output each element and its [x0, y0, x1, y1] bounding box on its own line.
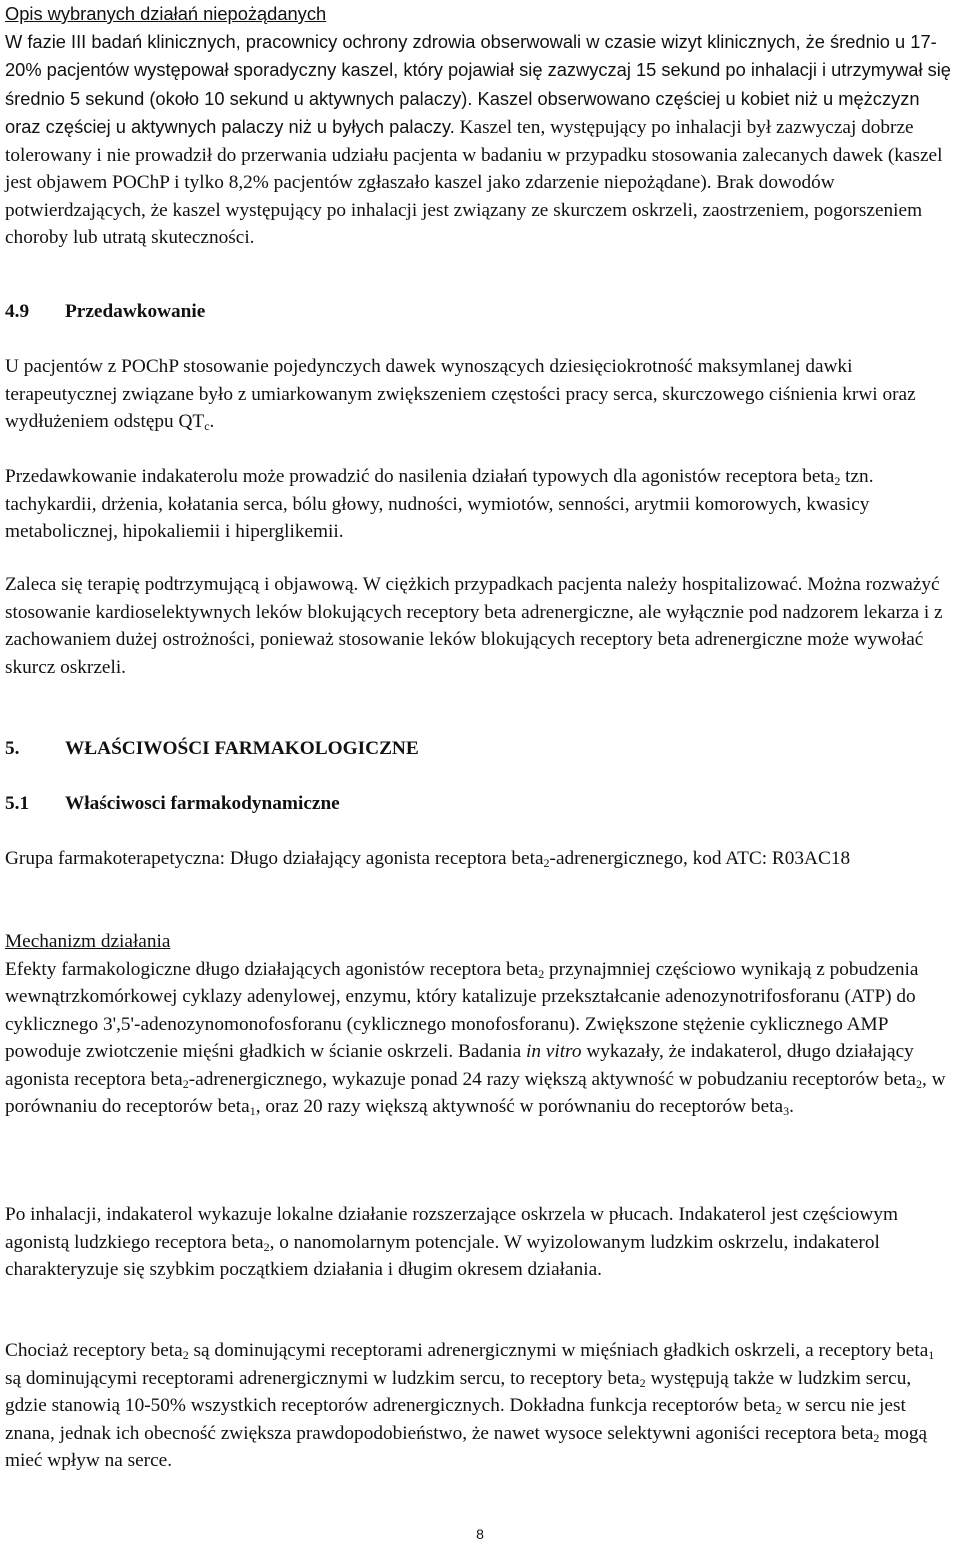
text-run: tzn. tachykardii, drżenia, kołatania serca, bólu głowy, nudności, wymiotów, senności, arytmii komorowych, kwasicy metabolicznej, hipokaliemii i hiperglikemii. — [5, 466, 874, 542]
overdose-paragraph-2 — [5, 463, 955, 546]
section-title-adverse-effects: Opis wybranych działań niepożądanych — [5, 3, 327, 24]
text-run: . — [789, 1096, 794, 1117]
text-run: -adrenergicznego, wykazuje ponad 24 razy większą aktywność w pobudzaniu receptorów beta — [188, 1068, 916, 1090]
inhalation-paragraph — [5, 1201, 955, 1284]
text-run: przynajmniej częściowo wynikają z pobudzenia wewnątrzkomórkowej cyklazy adenylowej, enzymu, który katalizuje przekształcanie adenozynotrifosforanu (ATP) do cyklicznego 3',5'-adenozynomonofosforanu (cyklicznego monofosforanu). Zwiększone stężenie cyklicznego AMP powoduje zwiotczenie mięśni gładkich w ścianie oskrzeli. Badania — [5, 958, 919, 1062]
section-title: Przedawkowanie — [65, 301, 206, 322]
section-title: Właściwosci farmakodynamiczne — [65, 793, 340, 814]
text-run: Efekty farmakologiczne długo działających agonistów receptora beta — [5, 958, 539, 980]
text-run: Po inhalacji, indakaterol wykazuje lokalne działanie rozszerzające oskrzela w płucach. Indakaterol jest częściowym agonistą ludzkiego receptora beta — [5, 1204, 898, 1253]
text-run: są dominującymi receptorami adrenergicznymi w mięśniach gładkich oskrzeli, a receptory beta — [188, 1340, 929, 1361]
subscript: 2 — [182, 1076, 189, 1091]
subscript: 3 — [783, 1104, 790, 1118]
text-run: w sercu nie jest znana, jednak ich obecność zwiększa prawdopodobieństwo, że nawet wysoce selektywni agoniści receptora beta — [5, 1395, 906, 1444]
text-run: występują także w ludzkim sercu, gdzie stanowią 10-50% wszystkich receptorów adrenergicznych. Dokładna funkcja receptorów beta — [5, 1367, 912, 1416]
text-run: Przedawkowanie indakaterolu może prowadzić do nasilenia działań typowych dla agonistów receptora beta — [5, 466, 835, 487]
section-heading-5 — [5, 735, 955, 763]
text-run: Chociaż receptory beta — [5, 1340, 183, 1361]
subscript: 2 — [639, 1375, 646, 1390]
mechanism-paragraph — [5, 956, 955, 1121]
section-number: 5.1 — [5, 793, 30, 814]
subscript: 2 — [873, 1430, 880, 1445]
subscript: 2 — [915, 1076, 922, 1091]
adverse-effects-section — [5, 0, 955, 252]
text-run: mogą mieć wpływ na serce. — [5, 1422, 928, 1471]
adverse-effects-text-sans: W fazie III badań klinicznych, pracownicy ochrony zdrowia obserwowali w czasie wizyt klinicznych, że średnio u 17-20% pacjentów występował sporadyczny kaszel, który pojawiał się zazwyczaj 15 sekund po inhalacji i utrzymywał się średnio 5 sekund (około 10 sekund u aktywnych palaczy). Kaszel obserwowano częściej u kobiet niż u mężczyzn oraz częściej u aktywnych palaczy niż u byłych palaczy. — [5, 30, 951, 137]
subscript: 1 — [928, 1348, 935, 1362]
subscript: 2 — [182, 1348, 189, 1362]
overdose-paragraph-3: Zaleca się terapię podtrzymującą i objawową. W ciężkich przypadkach pacjenta należy hospitalizować. Można rozważyć stosowanie kardioselektywnych leków blokujących receptory beta adrenergiczne, ale wyłącznie pod nadzorem lekarza i z zachowaniem dużej ostrożności, ponieważ stosowanie leków blokujących receptory beta adrenergiczne może wywołać skurcz oskrzeli. — [5, 574, 943, 678]
text-run: , w porównaniu do receptorów beta — [5, 1068, 946, 1117]
mechanism-title: Mechanizm działania — [5, 931, 171, 952]
section-heading-5-1 — [5, 790, 955, 818]
subscript: 2 — [543, 856, 550, 870]
section-number: 4.9 — [5, 301, 30, 322]
subscript: 2 — [263, 1239, 270, 1254]
section-title: WŁAŚCIWOŚCI FARMAKOLOGICZNE — [65, 738, 419, 759]
page-number: 8 — [476, 1526, 484, 1542]
section-number: 5. — [5, 738, 20, 759]
text-run: wykazały, że indakaterol, długo działający agonista receptora beta — [5, 1041, 914, 1090]
subscript: 1 — [249, 1104, 256, 1118]
mechanism-section — [5, 928, 955, 1121]
text-run: , oraz 20 razy większą aktywność w porównaniu do receptorów beta — [255, 1096, 784, 1117]
overdose-paragraph-1 — [5, 353, 955, 436]
text-run: -adrenergicznego, kod ATC: R03AC18 — [549, 848, 851, 869]
subscript: 2 — [834, 474, 841, 488]
subscript: 2 — [775, 1403, 782, 1417]
italic-text: in vitro — [525, 1041, 582, 1062]
pharmacotherapeutic-group — [5, 845, 955, 873]
subscript: 2 — [538, 966, 545, 981]
adverse-effects-paragraph — [5, 28, 955, 252]
text-run: U pacjentów z POChP stosowanie pojedynczych dawek wynoszących dziesięciokrotność maksymlanej dawki terapeutycznej związane było z umiarkowanym zwiększeniem częstości pracy serca, skurczowego ciśnienia krwi oraz wydłużeniem odstępu QT — [5, 356, 916, 432]
adverse-effects-text-serif: Kaszel ten, występujący po inhalacji był zazwyczaj dobrze tolerowany i nie prowadził do przerwania udziału pacjenta w badaniu w przypadku stosowania zalecanych dawek (kaszel jest objawem POChP i tylko 8,2% pacjentów zgłaszało kaszel jako zdarzenie niepożądane). Brak dowodów potwierdzających, że kaszel występujący po inhalacji jest związany ze skurczem oskrzeli, zaostrzeniem, pogorszeniem choroby lub utratą skuteczności. — [5, 117, 943, 248]
subscript: c — [204, 419, 210, 433]
text-run: są dominującymi receptorami adrenergicznymi w ludzkim sercu, to receptory beta — [5, 1367, 640, 1389]
text-run: . — [209, 411, 215, 432]
receptors-paragraph — [5, 1337, 955, 1475]
section-heading-4-9 — [5, 298, 955, 326]
text-run: , o nanomolarnym potencjale. W wyizolowanym ludzkim oskrzelu, indakaterol charakteryzuje się szybkim początkiem działania i długim okresem działania. — [5, 1231, 880, 1280]
text-run: Grupa farmakoterapetyczna: Długo działający agonista receptora beta — [5, 848, 544, 869]
